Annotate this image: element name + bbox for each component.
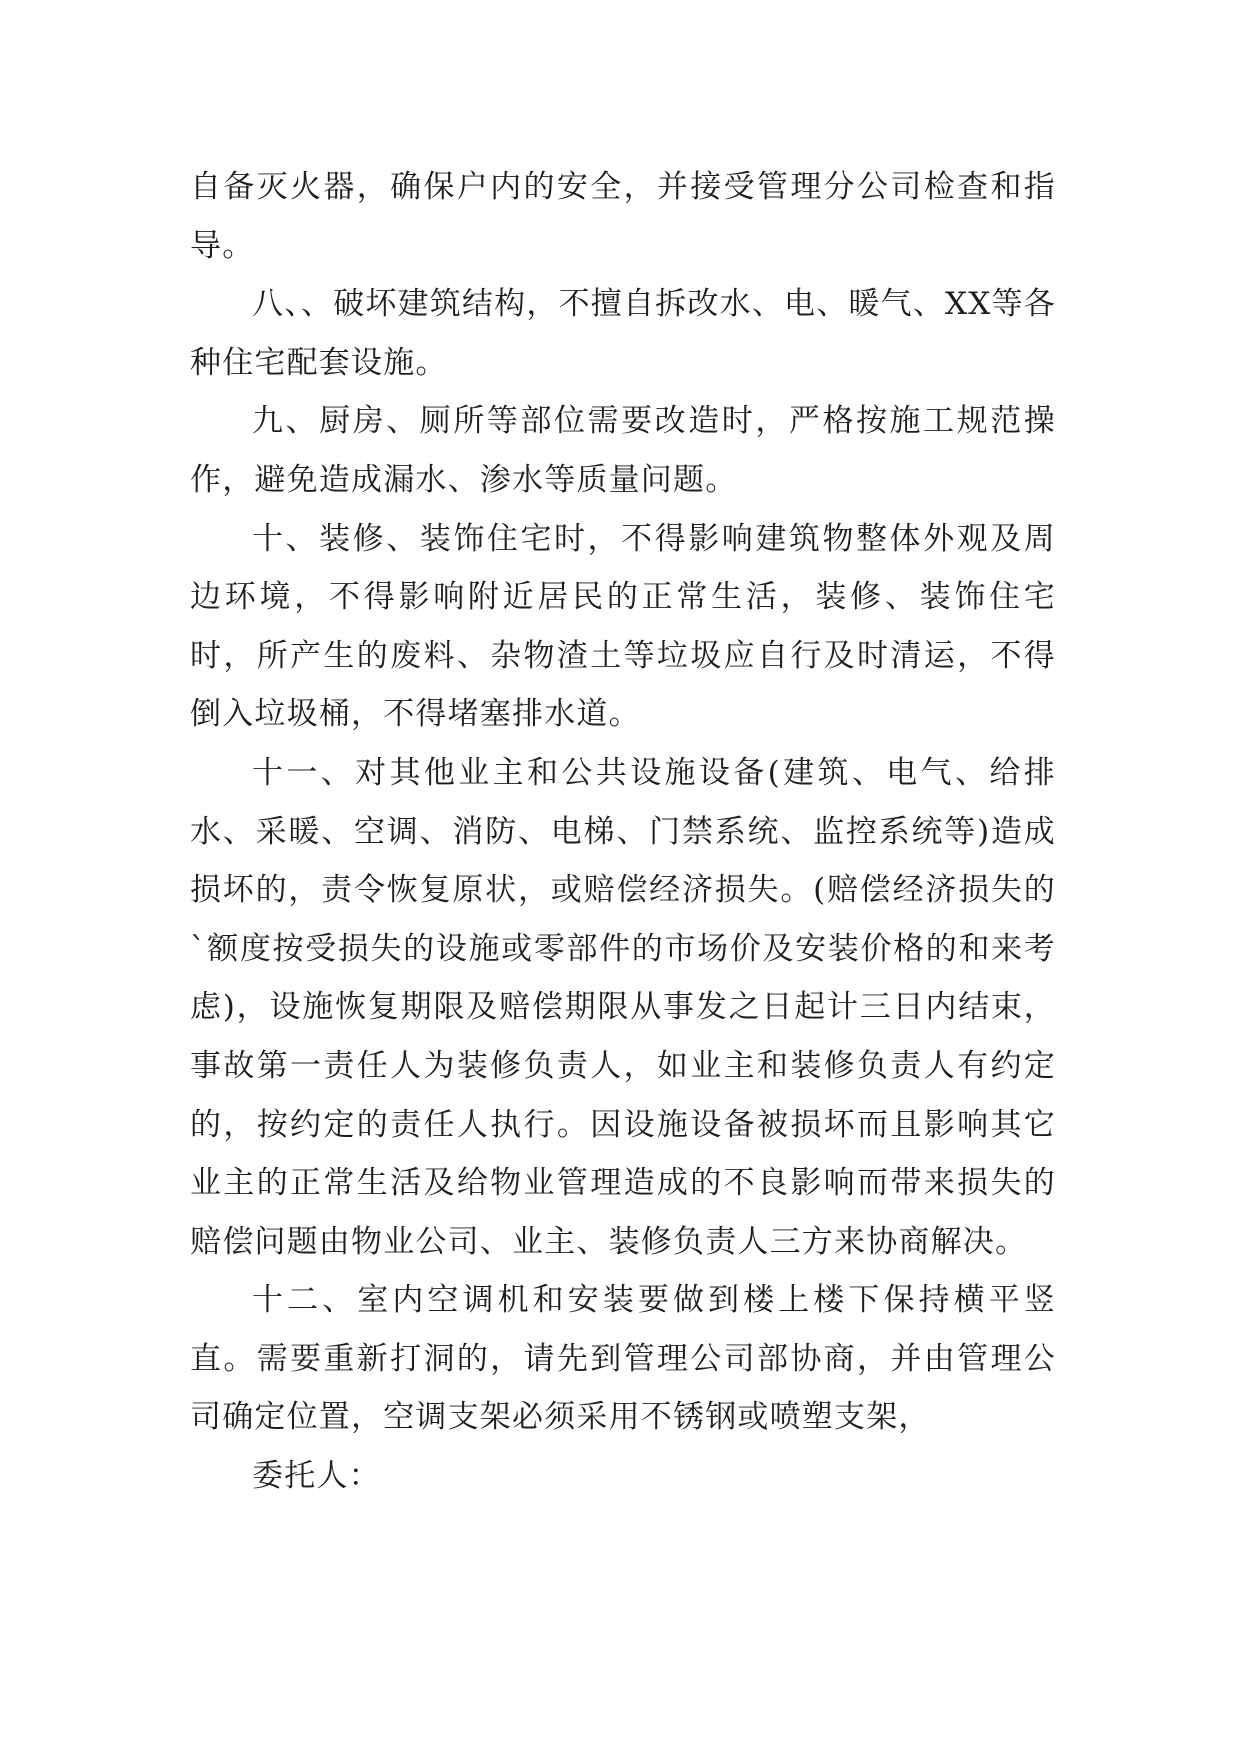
paragraph-item-12: 十二、室内空调机和安装要做到楼上楼下保持横平竖直。需要重新打洞的，请先到管理公司部协商，并由管理公司确定位置，空调支架必须采用不锈钢或喷塑支架， bbox=[190, 1282, 1056, 1436]
signature-label: 委托人： bbox=[252, 1458, 381, 1495]
document-body bbox=[190, 158, 1056, 1506]
paragraph-item-8: 八、、破坏建筑结构，不擅自拆改水、电、暖气、XX等各种住宅配套设施。 bbox=[190, 286, 1056, 381]
paragraph-item-11: 十一、对其他业主和公共设施设备(建筑、电气、给排水、采暖、空调、消防、电梯、门禁系统、监控系统等)造成损坏的，责令恢复原状，或赔偿经济损失。(赔偿经济损失的`额度按受损失的设施或零部件的市场价及安装价格的和来考虑)，设施恢复期限及赔偿期限从事发之日起计三日内结束，事故第一责任人为装修负责人，如业主和装修负责人有约定的，按约定的责任人执行。因设施设备被损坏而且影响其它业主的正常生活及给物业管理造成的不良影响而带来损失的赔偿问题由物业公司、业主、装修负责人三方来协商解决。 bbox=[190, 754, 1056, 1260]
paragraph-item-10: 十、装修、装饰住宅时，不得影响建筑物整体外观及周边环境，不得影响附近居民的正常生活，装修、装饰住宅时，所产生的废料、杂物渣土等垃圾应自行及时清运，不得倒入垃圾桶，不得堵塞排水道。 bbox=[190, 520, 1056, 733]
paragraph-item-9: 九、厨房、厕所等部位需要改造时，严格按施工规范操作，避免造成漏水、渗水等质量问题。 bbox=[190, 403, 1056, 498]
paragraph-fire-extinguisher: 自备灭火器，确保户内的安全，并接受管理分公司检查和指导。 bbox=[190, 169, 1056, 264]
